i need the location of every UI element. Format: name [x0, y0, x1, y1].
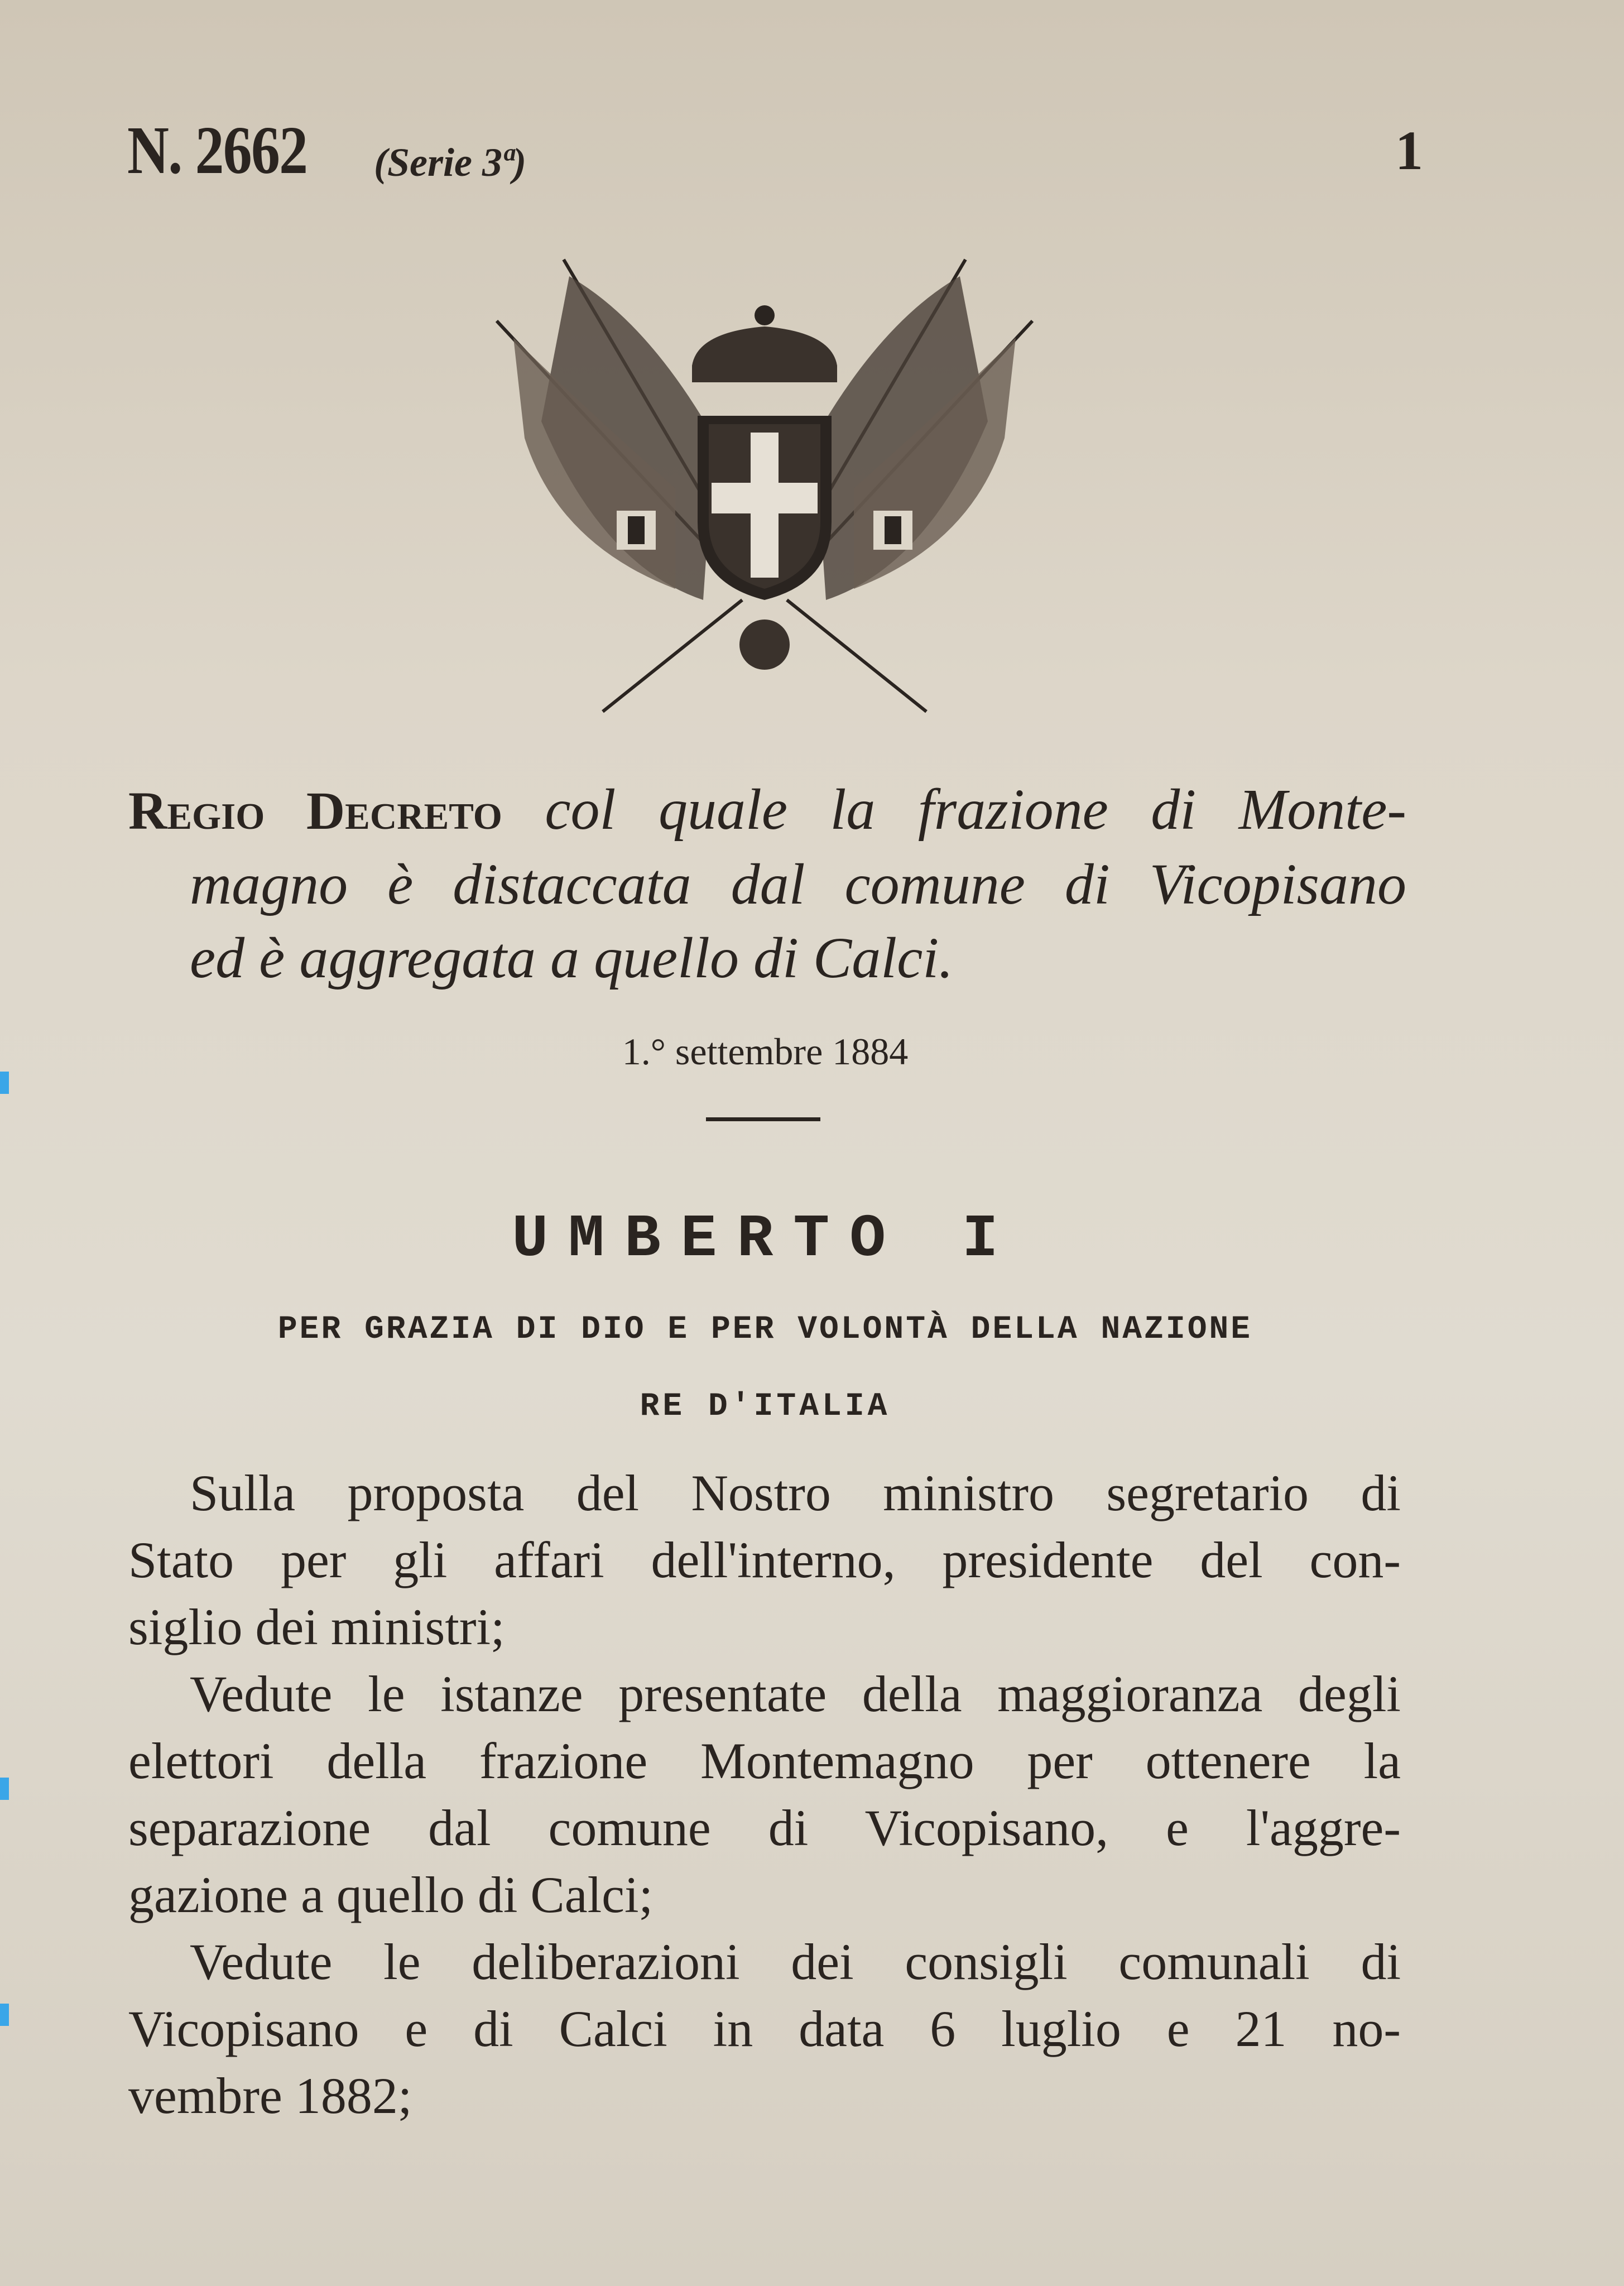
body-line: siglio dei ministri; [128, 1598, 505, 1655]
body-line: gazione a quello di Calci; [128, 1866, 654, 1923]
decree-number: N. 2662 [127, 113, 307, 188]
divider-rule [706, 1117, 820, 1121]
body-line: separazione dal comune di Vicopisano, e l'aggre- [128, 1799, 1401, 1856]
blue-tab-mark [0, 2004, 9, 2026]
title-lead: Regio Decreto [128, 781, 502, 841]
body-line: Vedute le deliberazioni dei consigli comunali di [190, 1933, 1401, 1990]
paragraph [128, 1660, 1401, 1928]
blue-tab-mark [0, 1778, 9, 1800]
body-line: elettori della frazione Montemagno per ottenere la [128, 1732, 1401, 1789]
decree-title [128, 773, 1406, 995]
body-line: Vicopisano e di Calci in data 6 luglio e 21 no- [128, 2000, 1401, 2057]
sovereign-formula: PER GRAZIA DI DIO E PER VOLONTÀ DELLA NAZIONE [277, 1312, 1253, 1348]
body-line: Stato per gli affari dell'interno, presidente del con- [128, 1531, 1401, 1588]
series-label: (Serie 3ª) [374, 140, 527, 185]
page-number: 1 [1395, 119, 1423, 181]
body-line: Vedute le istanze presentate della maggioranza degli [190, 1665, 1401, 1722]
body-line: vembre 1882; [128, 2067, 412, 2124]
paragraph [128, 1928, 1401, 2129]
title-line: ed è aggregata a quello di Calci. [190, 926, 954, 990]
title-line: Regio Decreto col quale la frazione di Monte- [128, 777, 1406, 842]
sovereign-title: RE D'ITALIA [640, 1389, 891, 1425]
royal-coat-of-arms-emblem [491, 254, 1038, 723]
sovereign-name: UMBERTO I [512, 1206, 1018, 1274]
body-line: Sulla proposta del Nostro ministro segretario di [190, 1464, 1401, 1521]
title-line: magno è distaccata dal comune di Vicopisano [190, 852, 1406, 916]
decree-date: 1.° settembre 1884 [622, 1030, 909, 1073]
decree-body [128, 1459, 1401, 2129]
blue-tab-mark [0, 1072, 9, 1094]
paragraph [128, 1459, 1401, 1660]
